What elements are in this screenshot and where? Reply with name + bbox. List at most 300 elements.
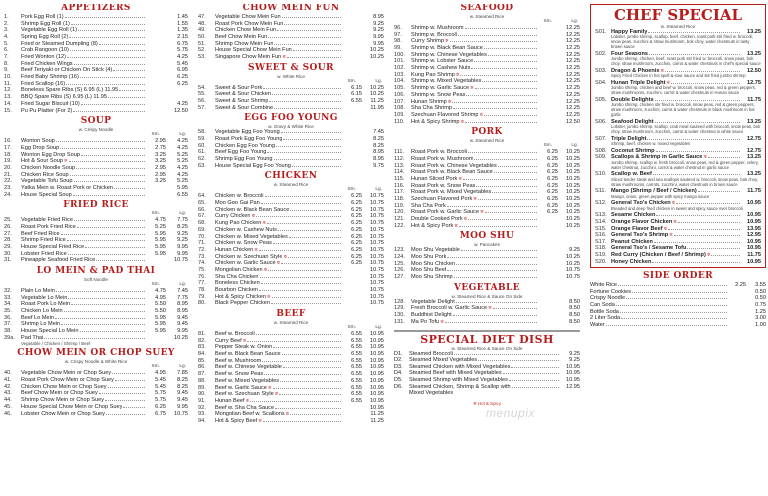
side-item-price-large: 0.75 <box>755 301 766 308</box>
side-order-item <box>590 322 766 329</box>
item-name: Sha Cha Chicken <box>215 273 259 280</box>
item-price-large: 10.75 <box>370 300 384 307</box>
dot-leader <box>452 102 537 103</box>
item-price-small: 6.25 <box>547 196 558 202</box>
menu-item <box>394 119 580 126</box>
dot-leader <box>620 312 727 313</box>
chef-special-item <box>595 245 761 252</box>
menu-item <box>198 405 384 412</box>
item-name: Shrimp Chow Mein or Chop Suey <box>21 397 105 404</box>
item-number: 74. <box>198 260 206 267</box>
chef-item-price: 10.95 <box>747 219 761 226</box>
menu-item <box>394 156 580 163</box>
dot-leader <box>108 97 145 98</box>
dot-leader <box>60 148 145 149</box>
item-number: 80. <box>198 300 206 307</box>
hot-pepper-icon: ✲ <box>447 98 452 104</box>
dot-leader <box>80 77 145 78</box>
dot-leader <box>64 311 145 312</box>
item-price-large: 8.95 <box>373 13 384 20</box>
menu-item <box>4 101 188 108</box>
item-number: 6. <box>4 47 9 54</box>
item-price-large: 8.25 <box>177 377 188 384</box>
menu-item <box>394 299 580 306</box>
item-price-large: 7.45 <box>373 129 384 136</box>
menu-section <box>198 172 384 307</box>
item-number: 100. <box>394 51 405 58</box>
item-price-small: 4.95 <box>155 370 166 377</box>
dot-leader <box>503 373 559 374</box>
item-price-large: 6.25 <box>177 80 188 87</box>
chef-item-code: S03. <box>595 67 607 74</box>
dot-leader <box>283 139 341 140</box>
size-large-label: Lg. <box>179 211 186 217</box>
item-price-small: 6.75 <box>155 410 166 417</box>
dot-leader <box>463 179 537 180</box>
menu-section <box>394 284 580 326</box>
item-price-large: 10.75 <box>370 213 384 220</box>
item-number: 72. <box>198 246 206 253</box>
section-title: FRIED RICE <box>63 200 129 211</box>
item-name: Beef w. Mushroom <box>215 357 262 364</box>
item-price-large: 11.95 <box>370 104 384 111</box>
dot-leader <box>606 325 727 326</box>
item-name: Roast Pork Chow Mein Fun <box>215 20 284 27</box>
item-name: Chicken w. Snow Peas <box>215 240 272 247</box>
size-large-label: Lg. <box>179 132 186 138</box>
dot-leader <box>465 28 537 29</box>
menu-item <box>394 254 580 261</box>
menu-item <box>4 397 188 404</box>
menu-item <box>394 99 580 106</box>
chef-item-code: S09. <box>595 154 607 161</box>
item-number: 99. <box>394 45 402 51</box>
special-diet-title: SPECIAL DIET DISH <box>420 332 554 346</box>
menu-item <box>198 200 384 207</box>
item-number: 96. <box>394 24 402 31</box>
dot-leader <box>67 57 145 58</box>
item-name: Shrimp Lo Mein <box>21 321 61 328</box>
item-price-large: 10.75 <box>370 220 384 227</box>
menu-item <box>198 391 384 398</box>
dot-leader <box>453 315 537 316</box>
menu-item <box>394 223 580 230</box>
item-number: 106. <box>394 91 405 98</box>
dot-leader <box>260 277 341 278</box>
dot-leader <box>632 292 727 293</box>
menu-column-2 <box>198 4 384 492</box>
chef-item-code: S12. <box>595 200 607 207</box>
side-order-item <box>590 295 766 302</box>
side-order-item <box>590 315 766 322</box>
item-number: 31. <box>4 257 12 264</box>
menu-item <box>198 143 384 150</box>
item-price-small: 6.55 <box>351 397 362 404</box>
item-name: Hunan Chicken <box>215 246 254 253</box>
item-number: 63. <box>198 162 206 169</box>
item-price-small: 6.55 <box>351 351 362 358</box>
item-name: Lobster Fried Rice <box>21 250 67 257</box>
item-number: 15. <box>4 107 12 114</box>
item-name: Hot & Sour Soup <box>21 158 63 165</box>
item-name: House Special Soup <box>21 191 72 198</box>
item-price-large: 10.75 <box>370 206 384 213</box>
item-price-large: 5.25 <box>177 151 188 158</box>
item-number: 71. <box>198 240 206 247</box>
item-name: Beef Chow Mein Fun <box>215 33 268 40</box>
dot-leader <box>290 414 341 415</box>
item-price-large: 9.75 <box>373 162 384 169</box>
item-number: 51. <box>198 40 206 47</box>
item-number: 33. <box>4 294 12 301</box>
menu-item <box>4 41 188 48</box>
menu-item <box>198 220 384 227</box>
item-price-small: 6.25 <box>547 175 558 182</box>
menu-item <box>198 41 384 48</box>
chef-item-price: 10.95 <box>747 245 761 252</box>
dot-leader <box>69 37 145 38</box>
item-number: 41. <box>4 377 12 384</box>
menu-section <box>198 4 384 61</box>
hot-pepper-icon: ✲ <box>267 293 271 299</box>
menu-item <box>198 27 384 34</box>
item-number: 19. <box>4 158 12 165</box>
item-price-small: 5.95 <box>155 230 166 237</box>
dot-leader <box>478 360 559 361</box>
hot-pepper-icon: ✲ <box>254 246 258 252</box>
dot-leader <box>468 152 537 153</box>
item-price-small: 2.75 <box>155 144 166 151</box>
item-price-small: 6.25 <box>547 182 558 189</box>
menu-item <box>198 398 384 405</box>
side-order-item <box>590 302 766 309</box>
dot-leader <box>70 175 145 176</box>
item-price-small: 6.25 <box>351 240 362 247</box>
dot-leader <box>99 393 145 394</box>
dot-leader <box>269 101 341 102</box>
chef-item-code: S07. <box>595 135 607 142</box>
item-number: 32. <box>4 287 12 294</box>
item-price-large: 9.45 <box>177 321 188 328</box>
dot-leader <box>456 302 537 303</box>
item-name: Shrimp w. Lobster Sauce <box>411 58 474 65</box>
item-name: Beef Chow Mein or Chop Suey <box>21 390 98 397</box>
dot-leader <box>282 17 341 18</box>
side-item-price-large: 3.00 <box>755 315 766 322</box>
item-name: Moo Shu Vegetable <box>411 247 460 254</box>
dot-leader <box>274 44 341 45</box>
item-name: Ma Po Tofu <box>411 318 440 325</box>
dot-leader <box>74 64 145 65</box>
hot-legend-label: Hot & Spicy <box>477 400 501 406</box>
item-number: 29. <box>4 243 12 250</box>
item-name: Egg Drop Soup <box>21 144 60 151</box>
item-price-small: 6.55 <box>351 377 362 384</box>
item-price-large: 10.75 <box>370 287 384 294</box>
chef-item-code: S05. <box>595 96 607 103</box>
item-price-large: 10.25 <box>370 47 384 54</box>
menu-section <box>4 349 188 417</box>
dot-leader <box>68 298 145 299</box>
hot-pepper-icon: ✲ <box>63 158 68 164</box>
item-price-small: 4.75 <box>155 217 166 224</box>
item-name: Spring Egg Roll (2) <box>21 33 69 40</box>
item-price-small: 6.55 <box>351 331 362 338</box>
item-name: Vegetable Egg Roll (1) <box>21 27 77 34</box>
chef-item-code: S11. <box>595 188 607 195</box>
chef-item-name: Orange Flavor Chicken <box>611 219 673 226</box>
item-price-large: 4.25 <box>177 144 188 151</box>
dot-leader <box>621 318 727 319</box>
item-name: Shrimp w. Mushroom <box>411 24 464 31</box>
item-number: 13. <box>4 94 12 101</box>
dot-leader <box>290 210 341 211</box>
item-price-large: 10.25 <box>566 169 580 176</box>
dot-leader <box>471 68 537 69</box>
chef-item-description: Breaded and deep fried chicken in sweet and spicy sauce over broccoli <box>611 206 743 212</box>
item-price-large: 4.25 <box>177 138 188 145</box>
dot-leader <box>466 95 537 96</box>
dot-leader <box>445 322 537 323</box>
menu-item <box>198 21 384 28</box>
item-number: 55. <box>198 91 206 98</box>
item-name: Roast Pork Egg Foo Young <box>215 136 283 143</box>
size-large-label: Lg. <box>179 364 186 370</box>
menu-item <box>394 25 580 32</box>
item-name: Shrimp w. Snow Peas <box>411 91 466 98</box>
chef-special-title: CHEF SPECIAL <box>613 6 743 24</box>
dot-leader <box>267 223 341 224</box>
menu-item <box>4 404 188 411</box>
menu-item <box>4 288 188 295</box>
dot-leader <box>280 381 341 382</box>
menu-section <box>198 114 384 169</box>
item-number: 7. <box>4 54 9 61</box>
chef-item-code: S08. <box>595 147 607 154</box>
item-name: Roast Pork w. Black Bean Sauce <box>411 169 493 176</box>
item-price-large: 10.95 <box>370 364 384 371</box>
menu-item <box>198 207 384 214</box>
size-large-label: Lg. <box>375 78 382 84</box>
item-number: 53. <box>198 54 206 61</box>
item-name: Shrimp Egg Foo Young <box>215 156 273 163</box>
chef-special-item <box>595 226 761 233</box>
menu-item <box>394 169 580 176</box>
item-price-large: 5.75 <box>177 47 188 54</box>
item-price-small: 6.55 <box>351 357 362 364</box>
menu-item <box>394 247 580 254</box>
hot-pepper-icon: ✲ <box>488 305 492 311</box>
item-number: 85. <box>198 357 206 364</box>
item-price-small: 5.95 <box>155 314 166 321</box>
dot-leader <box>273 243 341 244</box>
dot-leader <box>74 181 145 182</box>
dot-leader <box>73 111 145 112</box>
item-name: Double Cooked Pork <box>411 216 463 223</box>
item-number: 122. <box>394 222 405 229</box>
item-number: 114. <box>394 169 405 176</box>
hot-pepper-icon: ✲ <box>274 391 279 397</box>
menu-item <box>4 158 188 165</box>
dot-leader <box>283 367 341 368</box>
dot-leader <box>498 166 537 167</box>
menu-item <box>394 176 580 183</box>
item-number: 57. <box>198 104 206 111</box>
dot-leader <box>44 338 145 339</box>
chef-item-description: Jumbo shrimp, scallop w. fresh broccoli, snow peas, red & green pepper, celery, water chestnut, zucchini, carrot & water chestnut in garlic sauce <box>611 159 759 170</box>
chef-item-name: Happy Family <box>611 28 648 35</box>
item-price-large: 10.25 <box>370 54 384 61</box>
item-number: 39a. <box>4 334 15 341</box>
item-price-large: 6.55 <box>177 191 188 198</box>
item-name: Roast Pork w. Chinese Vegetables <box>411 162 497 169</box>
dot-leader <box>272 94 341 95</box>
item-price-large: 9.45 <box>177 397 188 404</box>
size-small-label: Sm. <box>151 132 160 138</box>
chef-item-code: S01. <box>595 28 607 35</box>
side-item-name: Water <box>590 321 605 328</box>
item-name: Moo Goo Gai Pan <box>215 200 260 207</box>
item-number: 3. <box>4 27 9 34</box>
dot-leader <box>687 248 740 249</box>
item-price-large: 10.25 <box>566 175 580 182</box>
item-name: Moo Shu Beef <box>411 267 447 274</box>
item-name: Shrimp w. Black Bean Sauce <box>411 45 483 51</box>
menu-item <box>4 328 188 335</box>
item-number: 105. <box>394 85 405 92</box>
item-price-large: 10.95 <box>370 344 384 351</box>
item-price-large: 9.95 <box>177 243 188 250</box>
item-name: Shrimp w. Mixed Vegetables <box>411 78 482 85</box>
menu-item <box>394 312 580 319</box>
item-name: Shrimp w. Broccoli <box>411 31 458 38</box>
dot-leader <box>460 75 537 76</box>
chef-item-description: Jumbo shrimp, chicken stir fried w. broccoli, snow peas, red & green peppers, straw mushroom, zucchini, carrot & water chestnuts in black mushroom in hot garlic <box>611 102 755 118</box>
hot-pepper-icon: ✲ <box>706 252 711 258</box>
item-price-large: 12.25 <box>566 98 580 105</box>
menu-item <box>198 149 384 156</box>
dot-leader <box>71 304 145 305</box>
diet-item-price: 12.95 <box>566 383 580 390</box>
item-number: 4. <box>4 33 9 40</box>
item-price-large: 10.25 <box>566 182 580 189</box>
menu-item <box>4 321 188 328</box>
side-item-price-large: 1.25 <box>755 308 766 315</box>
diet-item-code: D5. <box>394 377 403 384</box>
section-title: APPETIZERS <box>61 4 131 13</box>
item-price-large: 10.25 <box>566 254 580 261</box>
item-number: 42. <box>4 383 12 390</box>
dot-leader <box>512 387 559 388</box>
item-price-large: 1.55 <box>177 20 188 27</box>
item-name: Crab Rangoon (10) <box>21 47 69 54</box>
dot-leader <box>112 373 145 374</box>
dot-leader <box>492 192 537 193</box>
item-price-small: 3.25 <box>155 151 166 158</box>
dot-leader <box>459 226 537 227</box>
item-number: 54. <box>198 84 206 91</box>
item-name: Fried Baby Shrimp (16) <box>21 74 79 81</box>
hot-pepper-icon: ✲ <box>479 111 484 117</box>
chef-item-name: General Tso's Shrimp <box>611 232 669 239</box>
menu-section <box>198 310 384 425</box>
section-subtitle: w. Pancakes <box>474 242 500 248</box>
menu-column-1 <box>4 4 188 492</box>
dot-leader <box>626 298 727 299</box>
diet-item-price: 9.25 <box>569 357 580 364</box>
item-price-large: 9.25 <box>373 27 384 34</box>
item-name: Beef w. Szechuan Style <box>215 391 274 398</box>
item-number: 12. <box>4 87 12 94</box>
menu-item <box>4 251 188 258</box>
chef-item-code: S13. <box>595 212 607 219</box>
section-title: LO MEIN & PAD THAI <box>36 266 156 277</box>
item-price-large: 4.25 <box>177 171 188 178</box>
item-name: Chicken Lo Mein <box>21 308 63 315</box>
item-number: 110. <box>394 118 405 125</box>
item-number: 36. <box>4 314 12 321</box>
chef-item-price: 10.95 <box>747 258 761 265</box>
diet-item-name: Steamed Chicken, Shrimp & Scallop with <box>409 383 511 390</box>
side-item-name: 2 Liter Soda <box>590 315 621 322</box>
dot-leader <box>85 247 145 248</box>
item-number: 9. <box>4 67 9 74</box>
item-price-large: 10.25 <box>566 202 580 209</box>
hot-pepper-icon: ✲ <box>454 222 458 228</box>
menu-item <box>394 92 580 99</box>
item-name: Beef w. Black Bean Sauce <box>215 351 281 358</box>
menu-item <box>4 257 188 264</box>
section-title: SEAFOOD <box>460 4 514 13</box>
dot-leader <box>447 206 537 207</box>
chef-item-price: 11.75 <box>747 96 761 103</box>
menu-item <box>4 237 188 244</box>
diet-item-name: Steamed Chicken with Mixed Vegetables <box>409 363 511 370</box>
item-number: 98. <box>394 38 402 45</box>
diet-item <box>394 357 580 364</box>
column-3-sections <box>394 4 580 326</box>
item-price-large: 8.25 <box>177 383 188 390</box>
item-price-large: 7.75 <box>177 294 188 301</box>
dot-leader <box>652 262 740 263</box>
hot-pepper-icon: ✲ <box>251 213 256 219</box>
item-number: 78. <box>198 287 206 294</box>
chef-special-item <box>595 219 761 226</box>
item-name: Yatka Mein w. Roast Pork or Chicken <box>21 184 113 191</box>
item-name: Roast Pork Lo Mein <box>21 301 71 308</box>
menu-item <box>394 163 580 170</box>
item-name: Szechuan Flavored Pork <box>411 196 473 202</box>
dot-leader <box>278 230 341 231</box>
chef-item-price: 13.95 <box>747 225 761 232</box>
item-price-small: 6.25 <box>351 260 362 267</box>
menu-item <box>198 234 384 241</box>
chef-item-code: S10. <box>595 171 607 178</box>
dot-leader <box>653 174 740 175</box>
item-name: Curry Beef <box>215 337 242 344</box>
section-subtitle: w. Crispy Noodle <box>78 127 114 133</box>
item-price-small: 6.25 <box>351 253 362 260</box>
chef-item-description: Spicy Fried Chicken in hot spell & sour sauce and stir fried jumbo shrimp <box>611 73 746 79</box>
menu-section <box>394 128 580 229</box>
item-name: Moo Shu Pork <box>411 254 447 261</box>
item-price-small: 5.50 <box>155 308 166 315</box>
side-item-name: Can Soda <box>590 301 615 308</box>
dot-leader <box>450 41 537 42</box>
item-price-small: 2.95 <box>155 164 166 171</box>
diet-item <box>394 351 580 358</box>
side-order-section <box>590 272 766 328</box>
